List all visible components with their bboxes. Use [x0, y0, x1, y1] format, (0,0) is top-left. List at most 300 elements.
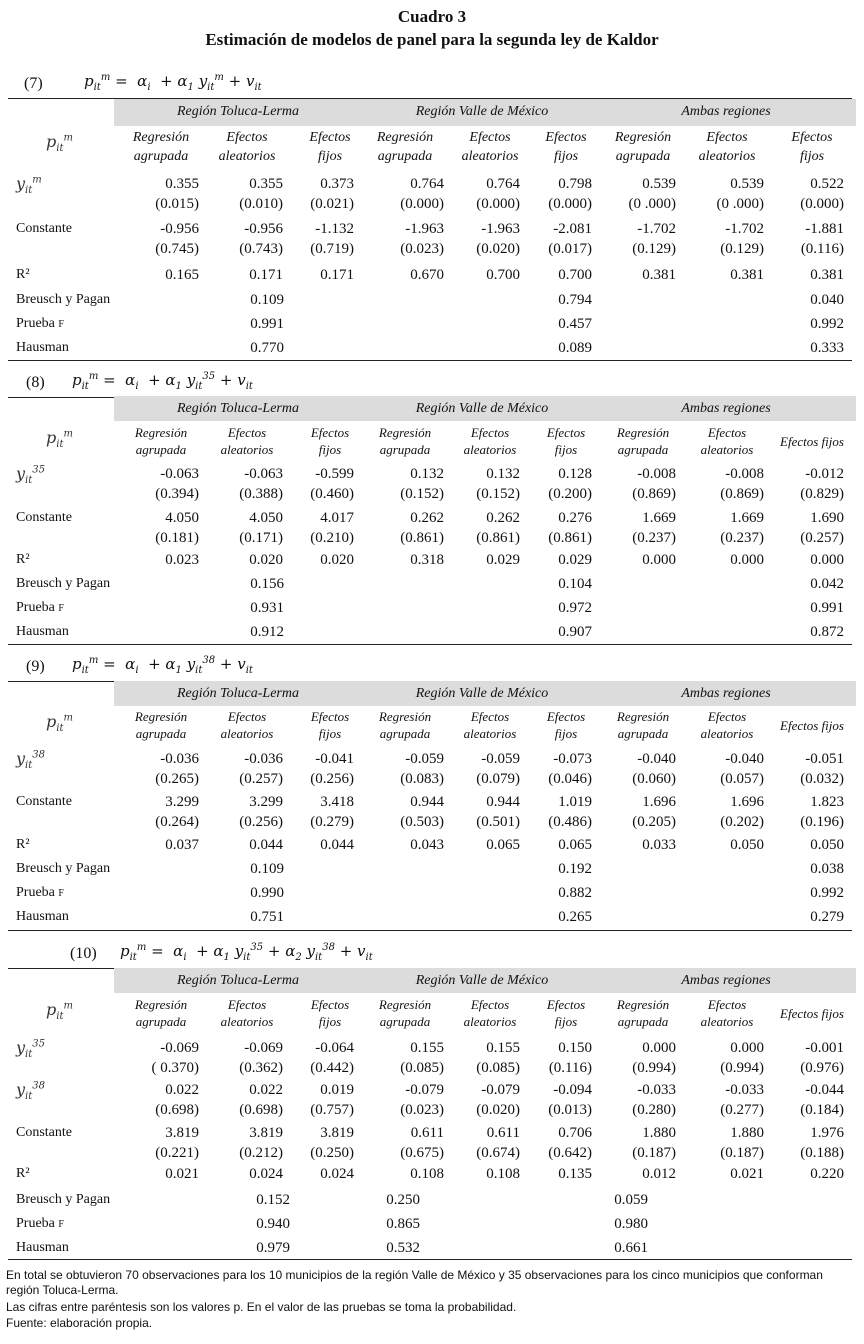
cell-coef1-pvalue: (0.869): [720, 486, 764, 502]
row-label-hausman: Hausman: [16, 1240, 69, 1255]
col-header-efectos-aleatorios: Efectos aleatorios: [700, 997, 754, 1029]
cell-prueba_f: 0.457: [558, 316, 592, 332]
cell-breusch: 0.038: [810, 861, 844, 877]
cell-coef1-pvalue: (0.256): [310, 771, 354, 787]
cell-const: 1.669: [730, 510, 764, 526]
cell-hausman: 0.532: [386, 1240, 420, 1256]
row-label-prueba-f: Prueba F: [16, 316, 64, 331]
cell-const: 1.880: [730, 1125, 764, 1141]
cell-r2: 0.044: [249, 837, 283, 853]
cell-const: -1.963: [405, 221, 444, 237]
cell-coef2: 0.019: [320, 1082, 354, 1098]
cell-const: 0.276: [558, 510, 592, 526]
cell-coef1: 0.355: [165, 176, 199, 192]
cell-breusch: 0.156: [250, 576, 284, 592]
cell-prueba_f: 0.990: [250, 885, 284, 901]
cell-hausman: 0.751: [250, 909, 284, 925]
cell-const: 4.050: [249, 510, 283, 526]
note-source: Fuente: elaboración propia.: [6, 1316, 153, 1330]
cell-const-pvalue: (0.187): [632, 1145, 676, 1161]
table-number: Cuadro 3: [397, 7, 467, 26]
row-label-r2: R²: [16, 1166, 30, 1181]
cell-breusch: 0.040: [810, 292, 844, 308]
cell-coef1: 0.132: [486, 466, 520, 482]
cell-coef1: -0.036: [244, 751, 283, 767]
cell-coef1: -0.008: [725, 466, 764, 482]
cell-const: 1.696: [730, 794, 764, 810]
region-header: Ambas regiones: [681, 973, 771, 988]
cell-r2: 0.033: [642, 837, 676, 853]
cell-prueba_f: 0.931: [250, 600, 284, 616]
row-label-constante: Constante: [16, 510, 72, 525]
cell-const-pvalue: (0.116): [800, 241, 844, 257]
cell-coef1: 0.539: [730, 176, 764, 192]
cell-prueba_f: 0.865: [386, 1216, 420, 1232]
cell-coef1: -0.059: [405, 751, 444, 767]
cell-prueba_f: 0.992: [810, 885, 844, 901]
cell-const-pvalue: (0.250): [310, 1145, 354, 1161]
cell-const-pvalue: (0.188): [800, 1145, 844, 1161]
cell-coef1-pvalue: (0.057): [720, 771, 764, 787]
cell-hausman: 0.279: [810, 909, 844, 925]
cell-const: 1.880: [642, 1125, 676, 1141]
cell-r2: 0.700: [558, 267, 592, 283]
region-header: Ambas regiones: [681, 104, 771, 119]
cell-coef1-pvalue: (0.362): [239, 1060, 283, 1076]
cell-prueba_f: 0.882: [558, 885, 592, 901]
col-header-efectos-aleatorios: Efectos aleatorios: [463, 709, 517, 741]
table-bottom-rule: [8, 360, 852, 361]
row-label-constante: Constante: [16, 1125, 72, 1140]
cell-coef2: 0.022: [165, 1082, 199, 1098]
cell-hausman: 0.770: [250, 340, 284, 356]
col-header-efectos-fijos: Efectos fijos: [310, 997, 350, 1029]
col-header-efectos-aleatorios: Efectos aleatorios: [220, 997, 274, 1029]
row-label-breusch: Breusch y Pagan: [16, 1192, 111, 1207]
model-equation: $p_{it}^m = \alpha_i + \alpha_1$ $y_{it}^m + v_{it}$: [84, 72, 262, 93]
cell-coef1-pvalue: (0.200): [548, 486, 592, 502]
cell-const-pvalue: (0.221): [155, 1145, 199, 1161]
cell-const-pvalue: (0.675): [400, 1145, 444, 1161]
cell-coef1: 0.355: [249, 176, 283, 192]
cell-coef1-pvalue: (0.085): [400, 1060, 444, 1076]
cell-r2: 0.029: [486, 552, 520, 568]
cell-breusch: 0.152: [256, 1192, 290, 1208]
cell-const: 0.944: [486, 794, 520, 810]
cell-const: -1.702: [637, 221, 676, 237]
row-label-breusch: Breusch y Pagan: [16, 292, 111, 307]
cell-prueba_f: 0.972: [558, 600, 592, 616]
cell-breusch: 0.794: [558, 292, 592, 308]
regressor-label: $y_{it}^{38}$: [16, 749, 45, 772]
cell-coef1-pvalue: (0.000): [400, 196, 444, 212]
model-equation: $p_{it}^m = \alpha_i + \alpha_1$ $y_{it}^{35} + v_{it}$: [72, 371, 253, 392]
col-header-regresion-agrupada: Regresión agrupada: [378, 997, 432, 1029]
col-header-regresion-agrupada: Regresión agrupada: [132, 130, 190, 164]
cell-coef1-pvalue: (0.079): [476, 771, 520, 787]
cell-const: 1.823: [810, 794, 844, 810]
cell-r2: 0.171: [320, 267, 354, 283]
cell-const-pvalue: (0.237): [632, 530, 676, 546]
cell-r2: 0.700: [486, 267, 520, 283]
cell-coef1-pvalue: (0.116): [548, 1060, 592, 1076]
cell-const-pvalue: (0.129): [720, 241, 764, 257]
cell-r2: 0.020: [320, 552, 354, 568]
cell-coef1-pvalue: (0.085): [476, 1060, 520, 1076]
model-number: (9): [26, 658, 45, 675]
cell-const: 0.262: [410, 510, 444, 526]
col-header-efectos-aleatorios: Efectos aleatorios: [461, 130, 519, 164]
cell-breusch: 0.109: [250, 292, 284, 308]
cell-const-pvalue: (0.486): [548, 814, 592, 830]
region-header: Región Valle de México: [415, 401, 549, 416]
cell-hausman: 0.907: [558, 624, 592, 640]
col-header-efectos-aleatorios: Efectos aleatorios: [698, 130, 756, 164]
cell-coef1: -0.599: [315, 466, 354, 482]
cell-coef1-pvalue: (0.869): [632, 486, 676, 502]
cell-coef1-pvalue: (0.976): [800, 1060, 844, 1076]
cell-r2: 0.065: [486, 837, 520, 853]
cell-coef1: 0.128: [558, 466, 592, 482]
cell-prueba_f: 0.940: [256, 1216, 290, 1232]
col-header-efectos-fijos: Efectos fijos: [780, 434, 844, 449]
cell-const: 1.976: [810, 1125, 844, 1141]
cell-coef1: -0.051: [805, 751, 844, 767]
col-header-regresion-agrupada: Regresión agrupada: [134, 425, 188, 457]
cell-coef1: -0.063: [160, 466, 199, 482]
cell-hausman: 0.872: [810, 624, 844, 640]
cell-r2: 0.024: [320, 1166, 354, 1182]
cell-coef1: 0.132: [410, 466, 444, 482]
cell-coef2-pvalue: (0.280): [632, 1102, 676, 1118]
cell-coef1: -0.041: [315, 751, 354, 767]
cell-const-pvalue: (0.181): [155, 530, 199, 546]
cell-coef1-pvalue: (0.010): [239, 196, 283, 212]
cell-coef1: -0.001: [805, 1040, 844, 1056]
row-label-r2: R²: [16, 837, 30, 852]
cell-r2: 0.050: [810, 837, 844, 853]
region-header: Ambas regiones: [681, 401, 771, 416]
dependent-variable-label: $p_{it}^m$: [46, 428, 73, 451]
cell-coef1: -0.064: [315, 1040, 354, 1056]
cell-coef1-pvalue: (0.265): [155, 771, 199, 787]
model-number: (8): [26, 374, 45, 391]
col-header-regresion-agrupada: Regresión agrupada: [134, 997, 188, 1029]
cell-coef1: 0.000: [730, 1040, 764, 1056]
cell-const-pvalue: (0.861): [400, 530, 444, 546]
cell-coef1: -0.012: [805, 466, 844, 482]
cell-const: 3.418: [320, 794, 354, 810]
row-label-hausman: Hausman: [16, 340, 69, 355]
col-header-efectos-fijos: Efectos fijos: [780, 718, 844, 733]
cell-coef2: 0.022: [249, 1082, 283, 1098]
cell-coef1-pvalue: (0.032): [800, 771, 844, 787]
cell-const-pvalue: (0.719): [310, 241, 354, 257]
cell-coef1: -0.036: [160, 751, 199, 767]
region-header: Región Toluca-Lerma: [177, 686, 299, 701]
cell-coef2-pvalue: (0.020): [476, 1102, 520, 1118]
model-equation: $p_{it}^m = \alpha_i + \alpha_1$ $y_{it}^{35} + \alpha_2$ $y_{it}^{38} + v_{it}$: [120, 942, 373, 963]
cell-coef1: 0.150: [558, 1040, 592, 1056]
cell-coef1: -0.073: [553, 751, 592, 767]
cell-const: -1.881: [805, 221, 844, 237]
cell-const-pvalue: (0.861): [476, 530, 520, 546]
row-label-hausman: Hausman: [16, 624, 69, 639]
region-header: Región Toluca-Lerma: [177, 401, 299, 416]
region-header: Región Valle de México: [415, 104, 549, 119]
row-label-constante: Constante: [16, 794, 72, 809]
model-equation: $p_{it}^m = \alpha_i + \alpha_1$ $y_{it}^{38} + v_{it}$: [72, 655, 253, 676]
col-header-efectos-aleatorios: Efectos aleatorios: [463, 997, 517, 1029]
cell-coef2-pvalue: (0.698): [239, 1102, 283, 1118]
cell-coef1-pvalue: (0.829): [800, 486, 844, 502]
col-header-regresion-agrupada: Regresión agrupada: [378, 425, 432, 457]
cell-r2: 0.043: [410, 837, 444, 853]
cell-const: 3.819: [320, 1125, 354, 1141]
col-header-regresion-agrupada: Regresión agrupada: [616, 709, 670, 741]
cell-const-pvalue: (0.212): [239, 1145, 283, 1161]
cell-const: 0.611: [410, 1125, 444, 1141]
cell-hausman: 0.912: [250, 624, 284, 640]
cell-coef1: 0.539: [642, 176, 676, 192]
cell-r2: 0.050: [730, 837, 764, 853]
cell-const-pvalue: (0.237): [720, 530, 764, 546]
cell-const-pvalue: (0.745): [155, 241, 199, 257]
cell-const: 1.669: [642, 510, 676, 526]
cell-coef1: -0.063: [244, 466, 283, 482]
row-label-hausman: Hausman: [16, 909, 69, 924]
cell-breusch: 0.250: [386, 1192, 420, 1208]
cell-const-pvalue: (0.023): [400, 241, 444, 257]
cell-r2: 0.171: [249, 267, 283, 283]
model-number: (7): [24, 75, 43, 92]
cell-const: 3.819: [165, 1125, 199, 1141]
cell-coef1-pvalue: (0.442): [310, 1060, 354, 1076]
cell-const: -1.702: [725, 221, 764, 237]
col-header-efectos-fijos: Efectos fijos: [780, 1006, 844, 1021]
cell-const: -0.956: [244, 221, 283, 237]
cell-const-pvalue: (0.279): [310, 814, 354, 830]
col-header-regresion-agrupada: Regresión agrupada: [616, 425, 670, 457]
col-header-regresion-agrupada: Regresión agrupada: [616, 997, 670, 1029]
col-header-efectos-aleatorios: Efectos aleatorios: [218, 130, 276, 164]
dependent-variable-label: $p_{it}^m$: [46, 132, 73, 155]
cell-r2: 0.000: [730, 552, 764, 568]
cell-coef2: -0.079: [481, 1082, 520, 1098]
note-pvalues: Las cifras entre paréntesis son los valores p. En el valor de las pruebas se toma la probabilidad.: [6, 1300, 517, 1314]
row-label-breusch: Breusch y Pagan: [16, 576, 111, 591]
cell-r2: 0.044: [320, 837, 354, 853]
cell-const-pvalue: (0.202): [720, 814, 764, 830]
col-header-regresion-agrupada: Regresión agrupada: [134, 709, 188, 741]
cell-const: -1.963: [481, 221, 520, 237]
cell-const: 1.696: [642, 794, 676, 810]
cell-const-pvalue: (0.743): [239, 241, 283, 257]
cell-r2: 0.000: [810, 552, 844, 568]
cell-breusch: 0.042: [810, 576, 844, 592]
col-header-efectos-aleatorios: Efectos aleatorios: [220, 709, 274, 741]
cell-coef1-pvalue: (0.257): [239, 771, 283, 787]
col-header-efectos-fijos: Efectos fijos: [546, 425, 586, 457]
regressor-label: $y_{it}^m$: [16, 174, 42, 197]
cell-coef1-pvalue: (0.000): [548, 196, 592, 212]
cell-r2: 0.029: [558, 552, 592, 568]
cell-const-pvalue: (0.264): [155, 814, 199, 830]
cell-coef1: -0.040: [725, 751, 764, 767]
cell-coef2-pvalue: (0.023): [400, 1102, 444, 1118]
cell-const: 0.611: [486, 1125, 520, 1141]
cell-const-pvalue: (0.129): [632, 241, 676, 257]
cell-const: -2.081: [553, 221, 592, 237]
cell-const: 3.299: [165, 794, 199, 810]
cell-coef2: -0.033: [637, 1082, 676, 1098]
row-label-prueba-f: Prueba F: [16, 885, 64, 900]
cell-coef1-pvalue: (0.060): [632, 771, 676, 787]
cell-coef2-pvalue: (0.698): [155, 1102, 199, 1118]
col-header-regresion-agrupada: Regresión agrupada: [378, 709, 432, 741]
cell-coef1: -0.008: [637, 466, 676, 482]
row-label-constante: Constante: [16, 221, 72, 236]
cell-r2: 0.318: [410, 552, 444, 568]
col-header-regresion-agrupada: Regresión agrupada: [376, 130, 434, 164]
col-header-efectos-aleatorios: Efectos aleatorios: [700, 425, 754, 457]
row-label-breusch: Breusch y Pagan: [16, 861, 111, 876]
region-header: Región Valle de México: [415, 973, 549, 988]
cell-const-pvalue: (0.503): [400, 814, 444, 830]
cell-const: 3.819: [249, 1125, 283, 1141]
table-bottom-rule: [8, 644, 852, 645]
region-header: Región Toluca-Lerma: [177, 104, 299, 119]
cell-coef1-pvalue: (0.152): [400, 486, 444, 502]
cell-const: 0.944: [410, 794, 444, 810]
region-header: Región Valle de México: [415, 686, 549, 701]
region-header: Región Toluca-Lerma: [177, 973, 299, 988]
cell-coef2: -0.079: [405, 1082, 444, 1098]
cell-hausman: 0.265: [558, 909, 592, 925]
cell-const: 1.690: [810, 510, 844, 526]
cell-coef2: -0.033: [725, 1082, 764, 1098]
note-observations: En total se obtuvieron 70 observaciones para los 10 municipios de la región Valle de México y 35 observaciones para los cinco municipios que conforman región Toluca-Lerma.: [6, 1268, 823, 1297]
cell-r2: 0.670: [410, 267, 444, 283]
cell-coef1-pvalue: ( 0.370): [151, 1060, 199, 1076]
cell-coef1-pvalue: (0 .000): [716, 196, 764, 212]
cell-const: 1.019: [558, 794, 592, 810]
col-header-efectos-aleatorios: Efectos aleatorios: [700, 709, 754, 741]
cell-r2: 0.021: [730, 1166, 764, 1182]
cell-const: 0.706: [558, 1125, 592, 1141]
cell-r2: 0.108: [410, 1166, 444, 1182]
cell-coef1-pvalue: (0.000): [476, 196, 520, 212]
cell-coef1: 0.798: [558, 176, 592, 192]
dependent-variable-label: $p_{it}^m$: [46, 712, 73, 735]
cell-coef1-pvalue: (0.152): [476, 486, 520, 502]
cell-const-pvalue: (0.205): [632, 814, 676, 830]
cell-coef2-pvalue: (0.013): [548, 1102, 592, 1118]
cell-coef1: 0.764: [410, 176, 444, 192]
cell-r2: 0.012: [642, 1166, 676, 1182]
region-header: Ambas regiones: [681, 686, 771, 701]
cell-r2: 0.108: [486, 1166, 520, 1182]
col-header-efectos-fijos: Efectos fijos: [545, 130, 587, 164]
cell-r2: 0.165: [165, 267, 199, 283]
cell-r2: 0.381: [810, 267, 844, 283]
row-label-r2: R²: [16, 267, 30, 282]
cell-const-pvalue: (0.501): [476, 814, 520, 830]
cell-hausman: 0.333: [810, 340, 844, 356]
cell-const-pvalue: (0.020): [476, 241, 520, 257]
cell-breusch: 0.104: [558, 576, 592, 592]
cell-r2: 0.065: [558, 837, 592, 853]
cell-coef1-pvalue: (0.394): [155, 486, 199, 502]
regressor-label: $y_{it}^{35}$: [16, 464, 45, 487]
cell-coef1: 0.000: [642, 1040, 676, 1056]
cell-coef1-pvalue: (0 .000): [628, 196, 676, 212]
model-number: (10): [70, 945, 97, 962]
row-label-prueba-f: Prueba F: [16, 1216, 64, 1231]
cell-r2: 0.000: [642, 552, 676, 568]
cell-prueba_f: 0.991: [810, 600, 844, 616]
cell-const: -1.132: [315, 221, 354, 237]
regressor-label: $y_{it}^{38}$: [16, 1080, 45, 1103]
cell-const: 4.017: [320, 510, 354, 526]
cell-const-pvalue: (0.674): [476, 1145, 520, 1161]
cell-coef1: 0.373: [320, 176, 354, 192]
col-header-efectos-fijos: Efectos fijos: [546, 997, 586, 1029]
col-header-efectos-aleatorios: Efectos aleatorios: [220, 425, 274, 457]
cell-r2: 0.381: [730, 267, 764, 283]
col-header-efectos-aleatorios: Efectos aleatorios: [463, 425, 517, 457]
cell-r2: 0.020: [249, 552, 283, 568]
cell-const: 4.050: [165, 510, 199, 526]
cell-r2: 0.024: [249, 1166, 283, 1182]
cell-hausman: 0.089: [558, 340, 592, 356]
cell-const-pvalue: (0.017): [548, 241, 592, 257]
cell-coef1-pvalue: (0.021): [310, 196, 354, 212]
table-title: Estimación de modelos de panel para la segunda ley de Kaldor: [205, 30, 659, 49]
cell-coef1: -0.059: [481, 751, 520, 767]
cell-r2: 0.021: [165, 1166, 199, 1182]
cell-const: -0.956: [160, 221, 199, 237]
row-label-r2: R²: [16, 552, 30, 567]
table-bottom-rule: [8, 930, 852, 931]
col-header-efectos-fijos: Efectos fijos: [791, 130, 833, 164]
cell-coef2-pvalue: (0.757): [310, 1102, 354, 1118]
cell-r2: 0.023: [165, 552, 199, 568]
cell-breusch: 0.192: [558, 861, 592, 877]
cell-coef1-pvalue: (0.046): [548, 771, 592, 787]
cell-r2: 0.220: [810, 1166, 844, 1182]
cell-r2: 0.381: [642, 267, 676, 283]
cell-coef1-pvalue: (0.994): [632, 1060, 676, 1076]
cell-coef1: -0.040: [637, 751, 676, 767]
cell-const-pvalue: (0.210): [310, 530, 354, 546]
cell-hausman: 0.979: [256, 1240, 290, 1256]
cell-coef2: -0.094: [553, 1082, 592, 1098]
cell-const-pvalue: (0.257): [800, 530, 844, 546]
cell-const-pvalue: (0.642): [548, 1145, 592, 1161]
cell-coef2-pvalue: (0.277): [720, 1102, 764, 1118]
cell-breusch: 0.059: [614, 1192, 648, 1208]
cell-coef1: 0.522: [810, 176, 844, 192]
cell-coef1: -0.069: [244, 1040, 283, 1056]
cell-const-pvalue: (0.861): [548, 530, 592, 546]
cell-coef1-pvalue: (0.994): [720, 1060, 764, 1076]
cell-coef1-pvalue: (0.388): [239, 486, 283, 502]
cell-coef1: 0.155: [486, 1040, 520, 1056]
cell-r2: 0.135: [558, 1166, 592, 1182]
cell-r2: 0.037: [165, 837, 199, 853]
cell-coef1: 0.764: [486, 176, 520, 192]
